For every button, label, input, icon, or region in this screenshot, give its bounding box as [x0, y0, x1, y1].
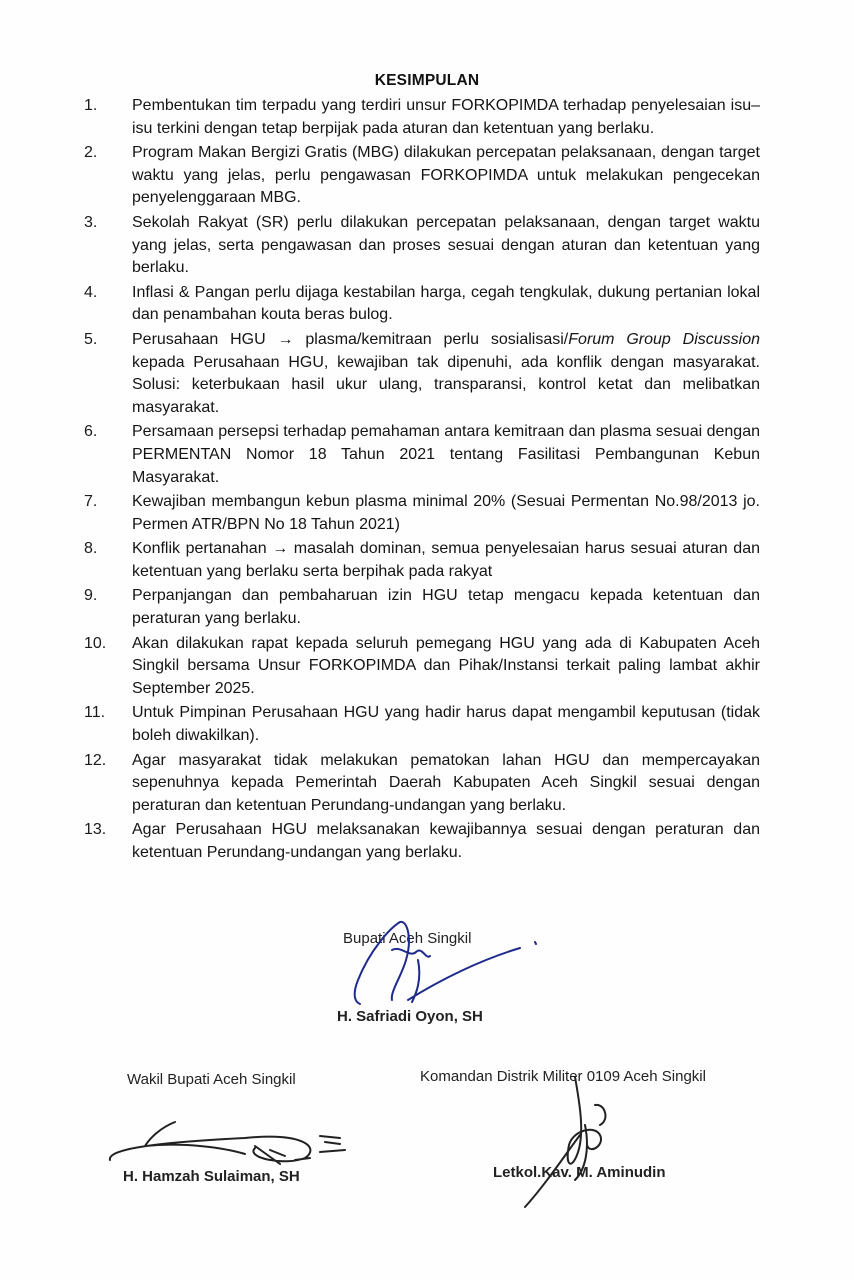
item-number: 9. [84, 587, 98, 605]
item-number: 6. [84, 423, 98, 441]
item-text-italic: Forum Group Discussion [568, 330, 761, 348]
item-text: Pembentukan tim terpadu yang terdiri unsur FORKOPIMDA terhadap penyelesaian isu–isu terkini dengan tetap berpijak pada aturan dan ketentuan yang berlaku. [132, 97, 760, 137]
item-number: 3. [84, 213, 98, 231]
list-item [80, 212, 760, 280]
document-title: KESIMPULAN [374, 72, 480, 89]
list-item [80, 329, 760, 419]
list-item [80, 538, 760, 583]
list-item [80, 282, 760, 327]
dandim-role: Komandan Distrik Militer 0109 Aceh Singkil [420, 1068, 706, 1085]
bupati-name: H. Safriadi Oyon, SH [337, 1008, 483, 1025]
list-item [80, 702, 760, 747]
dandim-name: Letkol.Kav. M. Aminudin [493, 1164, 666, 1181]
list-item [80, 750, 760, 818]
item-text-part: kepada Perusahaan HGU, kewajiban tak dipenuhi, ada konflik dengan masyarakat. Solusi: keterbukaan hasil ukur ulang, transparansi, kontrol ketat dan melibatkan masyarakat. [132, 353, 760, 416]
conclusion-list [80, 95, 760, 865]
bupati-signature-icon [330, 920, 550, 1010]
wakil-name: H. Hamzah Sulaiman, SH [123, 1168, 300, 1185]
item-text: Untuk Pimpinan Perusahaan HGU yang hadir harus dapat mengambil keputusan (tidak boleh diwakilkan). [132, 704, 760, 745]
item-number: 8. [84, 540, 98, 558]
item-number: 11. [84, 704, 106, 722]
item-text: Agar masyarakat tidak melakukan pematokan lahan HGU dan mempercayakan sepenuhnya kepada Pemerintah Daerah Kabupaten Aceh Singkil sesuai dengan peraturan dan ketentuan Perundang-undangan yang berlaku. [132, 751, 760, 814]
list-item [80, 819, 760, 864]
item-text [132, 329, 760, 419]
item-number: 13. [84, 821, 107, 839]
list-item [80, 633, 760, 701]
item-number: 7. [84, 493, 98, 511]
list-item [80, 142, 760, 210]
list-item [80, 491, 760, 536]
item-text: Kewajiban membangun kebun plasma minimal 20% (Sesuai Permentan No.98/2013 jo. Permen ATR/BPN No 18 Tahun 2021) [132, 493, 760, 533]
item-number: 5. [84, 330, 98, 348]
list-item [80, 421, 760, 489]
item-number: 4. [84, 283, 98, 301]
item-text: Agar Perusahaan HGU melaksanakan kewajibannya sesuai dengan peraturan dan ketentuan Perundang-undangan yang berlaku. [132, 821, 760, 861]
bupati-role: Bupati Aceh Singkil [343, 930, 472, 947]
item-text: Perpanjangan dan pembaharuan izin HGU tetap mengacu kepada ketentuan dan peraturan yang berlaku. [132, 587, 760, 628]
item-number: 10. [84, 634, 107, 652]
item-number: 2. [84, 144, 98, 162]
item-text: Persamaan persepsi terhadap pemahaman antara kemitraan dan plasma sesuai dengan PERMENTAN Nomor 18 Tahun 2021 tentang Fasilitasi Pembangunan Kebun Masyarakat. [132, 423, 760, 486]
dandim-signature-icon [505, 1075, 625, 1215]
item-number: 1. [84, 97, 98, 114]
item-text: Sekolah Rakyat (SR) perlu dilakukan percepatan pelaksanaan, dengan target waktu yang jelas, serta pengawasan dan proses sesuai dengan aturan dan ketentuan yang berlaku. [132, 213, 760, 277]
item-text-part: Perusahaan HGU → plasma/kemitraan perlu sosialisasi/ [132, 330, 569, 348]
item-number: 12. [84, 751, 107, 769]
item-text: Inflasi & Pangan perlu dijaga kestabilan harga, cegah tengkulak, dukung pertanian lokal dan penambahan kouta beras bulog. [132, 283, 760, 324]
item-text: Program Makan Bergizi Gratis (MBG) dilakukan percepatan pelaksanaan, dengan target waktu yang jelas, perlu pengawasan FORKOPIMDA untuk melakukan pengecekan penyelenggaraan MBG. [132, 144, 760, 207]
wakil-role: Wakil Bupati Aceh Singkil [127, 1071, 296, 1088]
list-item [80, 585, 760, 630]
item-text: Konflik pertanahan → masalah dominan, semua penyelesaian harus sesuai aturan dan ketentuan yang berlaku serta berpihak pada rakyat [132, 540, 760, 580]
list-item [80, 95, 760, 140]
item-text: Akan dilakukan rapat kepada seluruh pemegang HGU yang ada di Kabupaten Aceh Singkil bersama Unsur FORKOPIMDA dan Pihak/Instansi terkait paling lambat akhir September 2025. [132, 634, 760, 697]
wakil-signature-icon [105, 1118, 355, 1168]
